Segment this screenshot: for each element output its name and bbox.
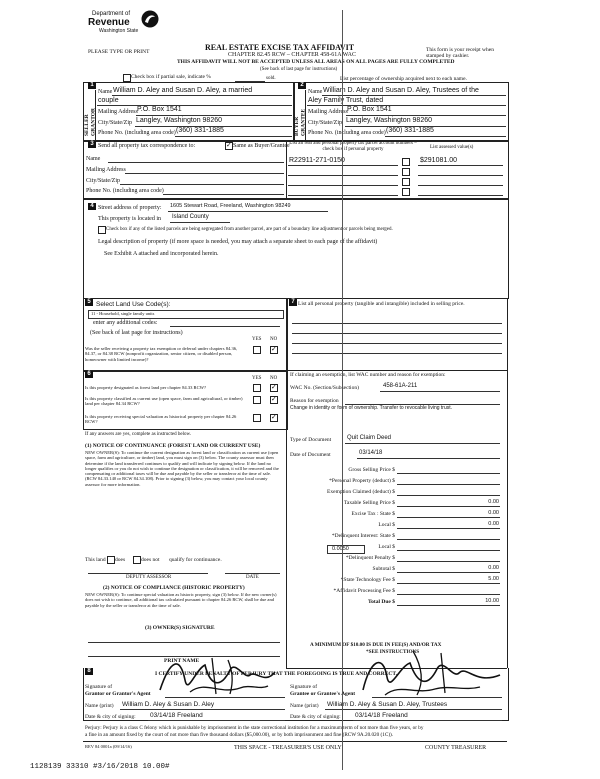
parcel-list-head: List all real and personal property tax parcel account numbers – check box if personal property xyxy=(289,141,417,152)
segregated-checkbox[interactable] xyxy=(98,226,106,234)
grantee-signature xyxy=(355,645,505,700)
grantor-date-city: 03/14/18 Freeland xyxy=(150,712,203,719)
section-2-number: 2 xyxy=(298,82,306,89)
doc-type-label: Type of Document xyxy=(290,437,332,443)
assessed-head: List assessed value(s) xyxy=(430,145,474,150)
s5-see-back: (See back of last page for instructions) xyxy=(90,330,183,336)
local-rate: 0.0050 xyxy=(332,545,349,552)
financial-row-value: 0.00 xyxy=(488,521,499,527)
s5-no-checkbox[interactable] xyxy=(270,346,278,354)
financial-row-value: 10.00 xyxy=(485,598,499,604)
financial-row-value: 0.00 xyxy=(488,499,499,505)
does-label: does xyxy=(115,557,126,563)
seller-phone-label: Phone No. (including area code) xyxy=(98,130,176,136)
ownership-note: List percentage of ownership acquired next to each name. xyxy=(340,76,467,82)
wac-number: 458-61A-211 xyxy=(383,383,418,389)
buyer-side-label: BUYER GRANTEE xyxy=(294,108,307,136)
this-land-label: This land xyxy=(85,557,106,563)
deputy-assessor-label: DEPUTY ASSESSOR xyxy=(126,575,172,580)
minimum-note: A MINIMUM OF $10.00 IS DUE IN FEE(S) AND/OR TAX xyxy=(310,642,442,648)
form-chapter: CHAPTER 82.45 RCW – CHAPTER 458-61A WAC xyxy=(228,52,356,58)
if-yes-note: If any answers are yes, complete as instructed below. xyxy=(85,432,192,437)
s6-q1-no-checkbox[interactable] xyxy=(270,384,278,392)
financial-row-label: *Personal Property (deduct) $ xyxy=(329,478,395,484)
financial-row-value: 0.00 xyxy=(488,565,499,571)
s3-phone-label: Phone No. (including area code) xyxy=(86,188,164,194)
dept-line3: Washington State xyxy=(99,28,139,34)
personal-property-checkbox-2[interactable] xyxy=(402,168,410,176)
grantor-sig-label-1: Signature of xyxy=(85,684,113,690)
grantee-date-city: 03/14/18 Freeland xyxy=(355,712,408,719)
does-not-checkbox[interactable] xyxy=(133,556,141,564)
send-correspondence-label: Send all property tax correspondence to: xyxy=(98,143,196,149)
s5-no-head: NO xyxy=(270,337,278,342)
s5-exempt-question: Was the seller receiving a property tax exemption or deferral under chapters 84.36, 84.37, or 84.38 RCW (nonprofit organization, senior citizen, or disabled person, homeowner with limited income)? xyxy=(85,346,238,362)
section-5-number: 5 xyxy=(85,299,93,306)
legal-label: Legal description of property (if more space is needed, you may attach a separate sheet to each page of the affidavit) xyxy=(98,239,378,245)
buyer-city-label: City/State/Zip xyxy=(308,120,342,126)
county-treasurer: COUNTY TREASURER xyxy=(425,745,487,751)
seller-name-2: couple xyxy=(98,97,119,104)
sold-label: sold. xyxy=(266,76,276,81)
financial-row-label: Excise Tax : State $ xyxy=(351,511,395,517)
financial-row-value: 5.00 xyxy=(488,576,499,582)
buyer-mail: P.O. Box 1541 xyxy=(347,106,392,113)
seller-name: William D. Aley and Susan D. Aley, a married xyxy=(113,87,253,94)
financial-row-label: Local $ xyxy=(378,544,395,550)
same-as-buyer-label: Same as Buyer/Grantee xyxy=(233,143,290,149)
grantee-sig-label-1: Signature of xyxy=(290,684,318,690)
buyer-phone-label: Phone No. (including area code) xyxy=(308,130,386,136)
seller-phone: (360) 331-1885 xyxy=(176,127,224,134)
section-8-number: 8 xyxy=(85,668,93,675)
s6-no-head: NO xyxy=(270,376,278,381)
exhibit-text: See Exhibit A attached and incorporated herein. xyxy=(104,251,219,257)
doc-date: 03/14/18 xyxy=(359,450,383,456)
seller-name-label: Name xyxy=(98,89,113,95)
rev-number: REV 84 0001a (09/14/16) xyxy=(85,744,132,749)
s6-q1: Is this property designated as forest land per chapter 84.33 RCW? xyxy=(85,385,207,390)
seller-city-label: City/State/Zip xyxy=(98,120,132,126)
does-checkbox[interactable] xyxy=(107,556,115,564)
land-use-code: 11 - Household, single family units xyxy=(91,311,155,316)
personal-property-checkbox-3[interactable] xyxy=(402,178,410,186)
personal-property-checkbox-1[interactable] xyxy=(402,158,410,166)
seller-mail: P.O. Box 1541 xyxy=(137,106,182,113)
located-label: This property is located in xyxy=(98,216,161,222)
revenue-logo-icon xyxy=(141,10,159,28)
buyer-phone: (360) 331-1885 xyxy=(386,127,434,134)
grantee-name-label: Name (print) xyxy=(290,703,319,709)
seller-side-label: SELLER GRANTOR xyxy=(84,107,97,136)
wac-label: WAC No. (Section/Subsection) xyxy=(290,385,359,391)
financial-row-label: *Delinquent Interest: State $ xyxy=(331,533,395,539)
same-as-buyer-checkbox[interactable] xyxy=(225,142,233,150)
certify-statement: I CERTIFY UNDER PENALTY OF PERJURY THAT THE FOREGOING IS TRUE AND CORRECT. xyxy=(155,671,398,677)
financial-row-label: *State Technology Fee $ xyxy=(340,577,395,583)
segregated-label: Check box if any of the listed parcels are being segregated from another parcel, are part of a boundary line adjustment or parcels being merged. xyxy=(106,227,393,232)
grantor-signature xyxy=(150,650,290,700)
financial-row-label: Total Due $ xyxy=(368,599,395,605)
print-name-label: PRINT NAME xyxy=(164,658,200,664)
s6-yes-head: YES xyxy=(252,376,262,381)
financial-row-label: Taxable Selling Price $ xyxy=(343,500,395,506)
form-warning: THIS AFFIDAVIT WILL NOT BE ACCEPTED UNLESS ALL AREAS ON ALL PAGES ARE FULLY COMPLETED xyxy=(177,59,455,65)
recording-stamp: 1128139 33310 #3/16/2018 10.00# xyxy=(30,763,170,771)
doc-type: Quit Claim Deed xyxy=(347,435,392,441)
notice1-text: NEW OWNER(S): To continue the current designation as forest land or classification as current use (open space, farm and agriculture, or timber) land, you must sign on (3) below. The county assessor must then determine if the land transferred continues to qualify and will indicate by signing below. If the land no longer qualifies or you do not wish to continue the designation or classification, it will be removed and the compensating or additional taxes will be due and payable by the seller or transferor at the time of sale. (RCW 84.33.140 or RCW 84.34.108). Prior to signing (3) below, you may contact your local county assessor for more information. xyxy=(85,450,279,487)
financial-row-label: Gross Selling Price $ xyxy=(348,467,395,473)
assessed-value: $291081.00 xyxy=(420,157,457,164)
personal-property-label: List all personal property (tangible and intangible) included in selling price. xyxy=(298,301,465,307)
notice2-text: NEW OWNER(S): To continue special valuation as historic property, sign (3) below. If the new owner(s) does not wish to continue, all additional tax calculated pursuant to chapter 84.26 RCW, shall be due and payable by the seller or transferor at the time of sale. xyxy=(85,592,277,608)
reason-label: Reason for exemption xyxy=(290,398,339,404)
financial-row-label: Local $ xyxy=(378,522,395,528)
section-4-number: 4 xyxy=(88,203,96,210)
additional-codes-label: enter any additional codes: xyxy=(93,320,158,326)
notice1-title: (1) NOTICE OF CONTINUANCE (FOREST LAND OR CURRENT USE) xyxy=(85,443,261,449)
buyer-name-label: Name xyxy=(308,89,323,95)
s6-q3-yes-checkbox[interactable] xyxy=(253,414,261,422)
section-4 xyxy=(83,198,509,299)
buyer-name-2: Aley Family Trust, dated xyxy=(308,97,384,104)
perjury-line-1: Perjury: Perjury is a class C felony which is punishable by imprisonment in the state correctional institution for a maximum term of not more than five years, or by xyxy=(85,725,424,731)
grantor-name: William D. Aley & Susan D. Aley xyxy=(122,701,215,708)
financial-row-label: *Delinquent Penalty $ xyxy=(345,555,395,561)
claim-exemption-label: If claiming an exemption, list WAC number and reason for exemption: xyxy=(290,372,446,378)
section-6-number: 6 xyxy=(85,371,93,378)
treasurer-space: THIS SPACE - TREASURER'S USE ONLY xyxy=(234,745,342,751)
doc-date-label: Date of Document xyxy=(290,452,331,458)
section-7-number: 7 xyxy=(289,299,297,306)
see-instructions: *SEE INSTRUCTIONS xyxy=(366,649,420,655)
financial-row-label: Exemption Claimed (deduct) $ xyxy=(327,489,395,495)
land-use-code-field[interactable] xyxy=(88,310,284,319)
does-not-label: does not xyxy=(141,557,160,563)
local-rate-field[interactable] xyxy=(327,545,365,554)
buyer-city: Langley, Washington 98260 xyxy=(346,117,433,124)
section-3-number: 3 xyxy=(88,141,96,148)
seller-mail-label: Mailing Address xyxy=(98,109,138,115)
s3-city-label: City/State/Zip xyxy=(86,178,120,184)
buyer-mail-label: Mailing Address xyxy=(308,109,348,115)
s3-mail-label: Mailing Address xyxy=(86,167,126,173)
qualify-label: qualify for continuance. xyxy=(169,557,222,563)
receipt-note: This form is your receipt when stamped by cashier. xyxy=(426,47,494,60)
s6-q1-yes-checkbox[interactable] xyxy=(253,384,261,392)
grantee-name: William D. Aley & Susan D. Aley, Trustees xyxy=(327,701,448,708)
please-type: PLEASE TYPE OR PRINT xyxy=(88,49,150,55)
s6-q3-no-checkbox[interactable] xyxy=(270,414,278,422)
s5-yes-checkbox[interactable] xyxy=(253,346,261,354)
s6-q2: Is this property classified as current use (open space, farm and agricultural, or timber) land per chapter 84.34 RCW? xyxy=(85,396,243,407)
county-name: Island County xyxy=(172,214,209,220)
grantor-name-label: Name (print) xyxy=(85,703,114,709)
grantor-date-label: Date & city of signing: xyxy=(85,714,136,720)
date-label: DATE xyxy=(246,575,259,580)
dept-line1: Department of xyxy=(92,11,131,17)
s6-q3: Is this property receiving special valuation as historical property per chapter 84.26 RCW? xyxy=(85,414,237,425)
form-title: REAL ESTATE EXCISE TAX AFFIDAVIT xyxy=(205,43,355,52)
street-address: 1605 Stewart Road, Freeland, Washington 98249 xyxy=(170,203,291,209)
partial-sale-checkbox[interactable] xyxy=(123,74,131,82)
financial-row-value: 0.00 xyxy=(488,510,499,516)
select-land-use-label: Select Land Use Code(s): xyxy=(96,301,171,308)
grantee-sig-label-2: Grantee or Grantee's Agent xyxy=(290,691,356,697)
perjury-line-2: a fine in an amount fixed by the court of not more than five thousand dollars ($5,000.00), or by both imprisonment and fine (RCW 9A.20.020 (1C)). xyxy=(85,732,394,738)
s5-yes-head: YES xyxy=(252,337,262,342)
dept-line2: Revenue xyxy=(88,17,130,28)
section-1-number: 1 xyxy=(88,82,96,89)
personal-property-checkbox-4[interactable] xyxy=(402,188,410,196)
s6-q2-yes-checkbox[interactable] xyxy=(253,396,261,404)
s3-name-label: Name xyxy=(86,156,101,162)
owner-signature-label: (3) OWNER(S) SIGNATURE xyxy=(145,625,215,631)
financial-row-label: Subtotal $ xyxy=(372,566,395,572)
partial-sale-label: Check box if partial sale, indicate % xyxy=(131,74,211,80)
notice2-title: (2) NOTICE OF COMPLIANCE (HISTORIC PROPERTY) xyxy=(103,585,245,591)
s6-q2-no-checkbox[interactable] xyxy=(270,396,278,404)
financial-row-label: *Affidavit Processing Fee $ xyxy=(333,588,395,594)
buyer-name: William D. Aley and Susan D. Aley, Trustees of the xyxy=(323,87,479,94)
grantee-date-label: Date & city of signing: xyxy=(290,714,341,720)
see-back: (See back of last page for instructions) xyxy=(260,67,338,72)
parcel-number: R22911-271-0150 xyxy=(289,157,345,164)
exemption-reason: Change in identity or form of ownership. Transfer to revocable living trust. xyxy=(290,405,453,411)
grantor-sig-label-2: Grantor or Grantor's Agent xyxy=(85,691,151,697)
seller-city: Langley, Washington 98260 xyxy=(136,117,223,124)
street-label: Street address of property: xyxy=(98,205,162,211)
